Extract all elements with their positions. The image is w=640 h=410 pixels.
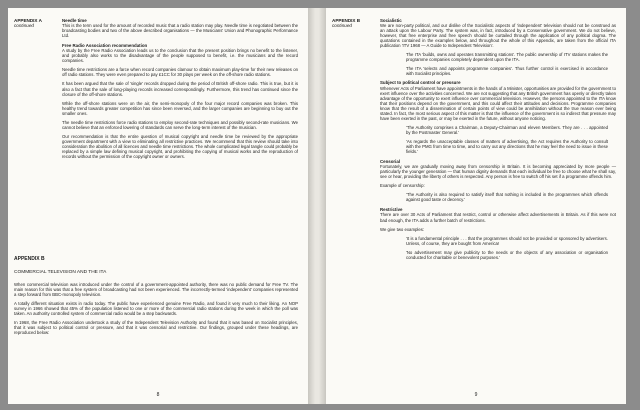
paragraph: Our recommendation is that the entire question of musical copyright and needle time be reviewed by the appropriate government department with a view to eliminating all restrictive practices. We recommend that this review should take into consideration the abolition of all licences and needle time restrictions. The whole complicated legal tangle could probably be replaced by a simple law defining musical copyright, and prohibiting the copying of musical works and the reproduction of records without the permission of the copyright owner or owners. <box>62 133 298 160</box>
book-gutter <box>308 8 326 404</box>
quotation: 'As regards the unacceptable classes of matters of advertising, the Act requires the Authority to consult with the PMG from time to time, and to carry out any directions that he may feel the need to issue in these fields.' <box>406 138 608 155</box>
quotation: 'The Authority comprises a Chairman, a Deputy-Chairman and eleven Members. They are . . . appointed by the Postmaster General.' <box>406 124 608 135</box>
left-page <box>8 8 308 404</box>
paragraph: It has been argued that the sale of 'single' records dropped during the period of British off-shore radio. This is true, but it is also a fact that the sale of long-playing records increased correspondingly. Furthermore, this trend has continued since the closure of the off-shore stations. <box>62 81 298 97</box>
appendix-b-body <box>14 282 298 339</box>
page-number: 9 <box>474 392 478 398</box>
appendix-b-title: COMMERCIAL TELEVISION AND THE ITA <box>14 270 107 275</box>
paragraph: Fortunately, we are gradually moving away from censorship in Britain. It is becoming appreciated by more people — particularly the younger generation — that human dignity demands that each individual be free to choose what he shall say, see or hear, providing the liberty of others is respected. Any person is free to switch off his set if a programme offends him. <box>380 164 616 180</box>
left-margin-header <box>14 18 62 29</box>
socialistic-heading: Socialistic <box>380 18 402 23</box>
page-number: 8 <box>156 392 160 398</box>
quotation: 'The Authority is also required to satisfy itself that nothing is included in the programmes which offends against good taste or decency.' <box>406 192 608 203</box>
paragraph: This is the term used for the amount of recorded music that a radio station may play. Needle time is negotiated between the broadcasting bodies and two of the above described organisations — the Musicians' Union and Phonographic Performance Ltd. <box>62 23 298 39</box>
appendix-label: APPENDIX B <box>332 18 361 23</box>
paragraph: In 1968, the Free Radio Association undertook a study of the Independent Television Authority and found that it was based on Socialist principles, that it was subject to political control or pressure, and that it was censorial and restrictive. Our findings, grouped under these headings, are reproduced below: <box>14 320 298 336</box>
left-body <box>62 18 298 163</box>
paragraph: We are non-party political, and our dislike of the Socialistic aspects of 'independent' television should not be construed as an attack upon the Labour Party. The system was, in fact, introduced by a Conservative government. We do not believe, however, that free enterprise and free speech should be curtailed through the application of any political dogma. The quotations contained in the examples below, and throughout the whole of this Appendix, are taken from the official ITA publication 'ITV 1968 — A Guide to Independent Television'. <box>380 23 616 49</box>
paragraph: The needle time restrictions force radio stations to employ second-rate techniques and possibly second-rate musicians. We cannot believe that an enforced lowering of standards can serve the long-term interest of the musician. <box>62 119 298 130</box>
quotation: The ITA 'selects and appoints programme companies'. Thus further control is exercised in accordance with Socialist principles. <box>406 66 608 77</box>
quotation: 'It is a fundamental principle . . . that the programmes should not be provided or sponsored by advertisers. Unless, of course, they are bought from America! <box>406 235 608 246</box>
paragraph: While the off-shore stations were on the air, the semi-monopoly of the four major record companies was broken. This healthy trend towards greater competition has since been reversed, and the larger companies are beginning to buy out the smaller ones. <box>62 100 298 116</box>
paragraph: A totally different situation exists in radio today. The public have experienced genuine Free Radio, and found it very much to their liking. An NOP survey in 1966 showed that 45% of the population listened to one or more of the commercial radio stations during the week in which the poll was taken. An authority controlled system of commercial radio would be a step backwards. <box>14 301 298 317</box>
paragraph: Needle time restrictions are a farce when record companies clamour to obtain maximum play-time for their new releases on off radio stations. They were even prepared to pay £1CC for 30 plays per week on the off-shore radio stations. <box>62 67 298 78</box>
frra-heading: Free Radio Association recommendation <box>62 43 148 49</box>
paragraph: Example of censorship: <box>380 183 425 189</box>
political-control-heading: Subject to political control or pressure <box>380 80 461 86</box>
quotation: 'No advertisement may give publicity to the needs or the objects of any association or organisation conducted for charitable or benevolent purposes.' <box>406 249 608 260</box>
paragraph: We give two examples: <box>380 226 425 232</box>
right-page <box>326 8 626 404</box>
appendix-b-label: APPENDIX B <box>14 256 45 262</box>
appendix-label: APPENDIX A <box>14 18 42 23</box>
continued-label: continued <box>332 23 352 29</box>
paragraph: Whenever Acts of Parliament have appointments in the hands of a Minister, opportunities are provided for the government to exert influence over the activities concerned. We are not suggesting that any British government has openly or directly taken advantage of the opportunity to exert influence over commercial television. However, the persons appointed to the ITA know that their positions depend on the government, and this could affect their attitudes and decisions. Programme companies know that the result of a dissemination of certain points of view could be annihilation without the true reason ever being stated. In fact, the most serious aspect of this matter is that the influence of the government is so indirect that pressure may have been exerted in the past, or may be exerted in the future, without anyone noticing. <box>380 85 616 121</box>
paragraph: There are over 30 Acts of Parliament that restrict, control or otherwise affect advertisements in Britain. As if this were not bad enough, the ITA adds a further batch of restrictions. <box>380 212 616 223</box>
continued-label: continued <box>14 23 34 29</box>
censorial-heading: Censorial <box>380 159 401 165</box>
paragraph: When commercial television was introduced under the control of a government-appointed authority, there was no public demand for Free TV. The main reason for this was that a free system of broadcasting had not been experienced. The incorrectly-termed 'independent' companies represented a step forward from BBC-monopoly television. <box>14 282 298 298</box>
restrictive-heading: Restrictive <box>380 207 403 213</box>
quotation: The ITA 'builds, owns and operates transmitting stations'. The public ownership of ITV stations makes the programme companies completely dependent upon the ITA. <box>406 52 608 63</box>
needle-time-heading: Needle time <box>62 18 87 23</box>
paragraph: A study by the Free Radio Association leads us to the conclusion that the present position brings no benefit to the listener, and probably also works to the disadvantage of the people supposed to benefit, i.e. the musicians and the record companies. <box>62 48 298 64</box>
right-margin-header <box>332 18 380 29</box>
right-body <box>380 18 616 264</box>
